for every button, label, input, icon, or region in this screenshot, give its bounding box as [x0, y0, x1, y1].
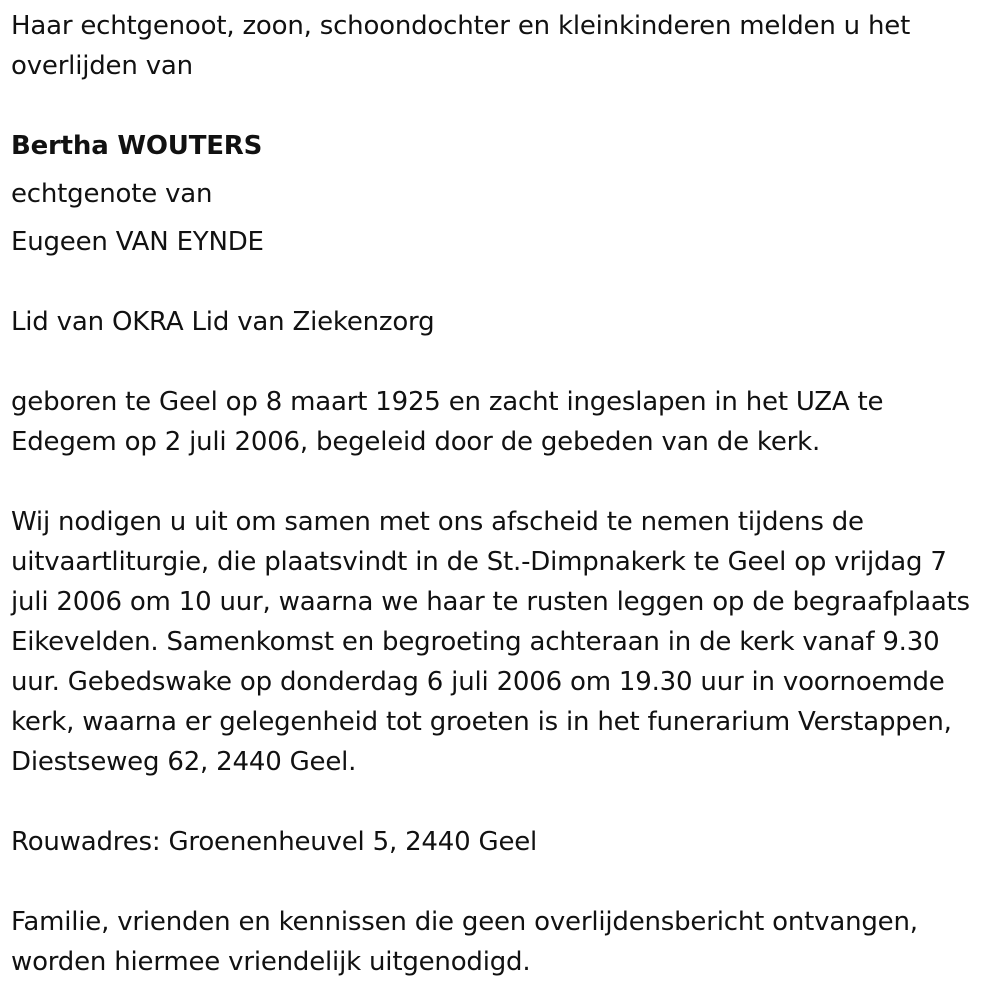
deceased-name: Bertha WOUTERS — [11, 131, 263, 161]
mourning-address: Rouwadres: Groenenheuvel 5, 2440 Geel — [11, 827, 538, 857]
memberships-text: Lid van OKRA Lid van Ziekenzorg — [11, 307, 435, 337]
closing-text: Familie, vrienden en kennissen die geen overlijdensbericht ontvangen, worden hiermee vriendelijk uitgenodigd. — [11, 907, 918, 977]
funeral-invitation-text: Wij nodigen u uit om samen met ons afscheid te nemen tijdens de uitvaartliturgie, die plaatsvindt in de St.-Dimpnakerk te Geel op vrijdag 7 juli 2006 om 10 uur, waarna we haar te rusten leggen op de begraafplaats Eikevelden. Samenkomst en begroeting achteraan in de kerk vanaf 9.30 uur. Gebedswake op donderdag 6 juli 2006 om 19.30 uur in voornoemde kerk, waarna er gelegenheid tot groeten is in het funerarium Verstappen, Diestseweg 62, 2440 Geel. — [11, 507, 970, 777]
intro-text: Haar echtgenoot, zoon, schoondochter en kleinkinderen melden u het overlijden van — [11, 11, 911, 81]
birth-death-text: geboren te Geel op 8 maart 1925 en zacht ingeslapen in het UZA te Edegem op 2 juli 2006, begeleid door de gebeden van de kerk. — [11, 387, 884, 457]
spouse-label: echtgenote van — [11, 179, 213, 209]
spouse-name: Eugeen VAN EYNDE — [11, 227, 264, 257]
